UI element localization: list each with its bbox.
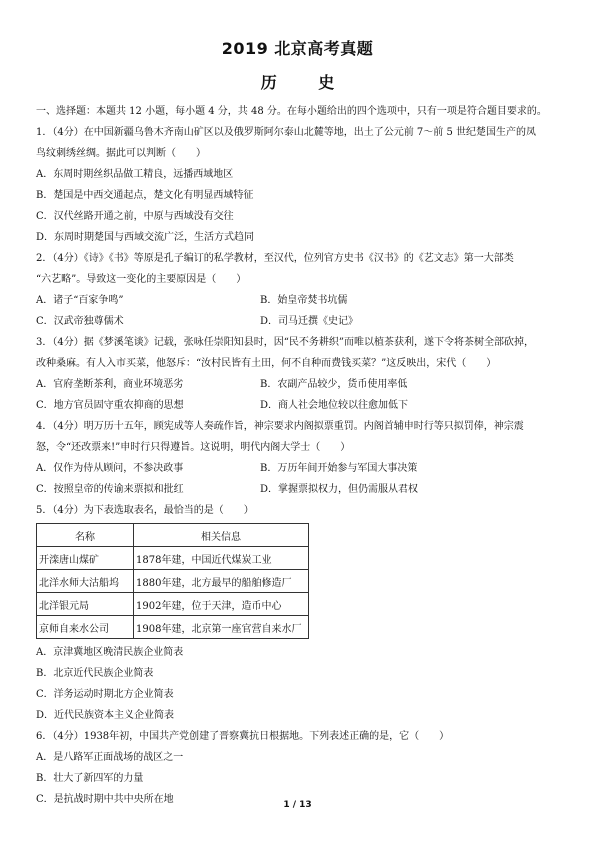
- options-row: [36, 374, 560, 395]
- question-stem-line: “六艺略”。导致这一变化的主要原因是（ ）: [36, 274, 247, 285]
- option-c: C．汉代丝路开通之前，中原与西域没有交往: [36, 211, 234, 222]
- options-row: [36, 395, 560, 416]
- options-row: [36, 290, 560, 311]
- table-cell: 1880年建，北方最早的船舶修造厂: [134, 570, 309, 593]
- question-3: [36, 332, 560, 416]
- column-header: 相关信息: [134, 524, 309, 547]
- table-cell: 1878年建，中国近代煤炭工业: [134, 547, 309, 570]
- option-b: B．北京近代民族企业简表: [36, 668, 154, 679]
- option-d: D．近代民族资本主义企业简表: [36, 710, 175, 721]
- option-c: C．是抗战时期中共中央所在地: [36, 794, 174, 805]
- question-stem-line: 3．（4分）据《梦溪笔谈》记载，张咏任崇阳知县时，因“民不务耕织”而唯以植茶获利，遂下令将茶树全部砍掉，: [36, 337, 534, 348]
- option-a: A．官府垄断茶利，商业环境恶劣: [36, 379, 184, 390]
- table-row: [37, 547, 309, 570]
- table-cell: 北洋水师大沽船坞: [37, 570, 134, 593]
- table-row: [37, 570, 309, 593]
- table-header-row: [37, 524, 309, 547]
- options-row: [36, 311, 560, 332]
- table-cell: 1902年建，位于天津，造币中心: [134, 593, 309, 616]
- option-b: B．始皇帝焚书坑儒: [260, 295, 348, 306]
- table-row: [37, 616, 309, 639]
- option-c: C．按照皇帝的传谕来票拟和批红: [36, 484, 184, 495]
- option-c: C．地方官员固守重农抑商的思想: [36, 400, 184, 411]
- option-b: B．楚国是中西交通起点，楚文化有明显西域特征: [36, 190, 254, 201]
- option-c: C．汉武帝独尊儒术: [36, 316, 124, 327]
- column-header: 名称: [37, 524, 134, 547]
- question-1: [36, 122, 560, 248]
- options-row: [36, 479, 560, 500]
- option-c: C．洋务运动时期北方企业简表: [36, 689, 174, 700]
- exam-content: [36, 101, 560, 810]
- question-stem-line: 改种桑麻。有人入市买菜，他怒斥：“汝村民皆有土田，何不自种而费钱买菜？”这反映出，宋代（ ）: [36, 358, 497, 369]
- option-b: B．万历年间开始参与军国大事决策: [260, 463, 418, 474]
- option-d: D．商人社会地位较以往愈加低下: [260, 400, 409, 411]
- question-stem-line: 怒，令“还改票来!”申时行只得遵旨。这说明，明代内阁大学士（ ）: [36, 442, 351, 453]
- question-stem-line: 鸟纹刺绣丝绸。据此可以判断（ ）: [36, 148, 206, 159]
- question-2: [36, 248, 560, 332]
- table-row: [37, 593, 309, 616]
- page-number: 1 / 13: [283, 800, 312, 810]
- question-6: [36, 726, 560, 810]
- option-d: D．掌握票拟权力，但仍需服从君权: [260, 484, 419, 495]
- question-stem-line: 4．（4分）明万历十五年，顾宪成等人奏疏作旨，神宗要求内阁拟票重罚。内阁首辅申时行等只拟罚俸，神宗震: [36, 421, 524, 432]
- option-a: A．仅作为侍从顾问，不参决政事: [36, 463, 184, 474]
- option-d: D．司马迁撰《史记》: [260, 316, 359, 327]
- option-b: B．农副产品较少，货币使用率低: [260, 379, 408, 390]
- table-cell: 1908年建，北京第一座官营自来水厂: [134, 616, 309, 639]
- table-cell: 京师自来水公司: [37, 616, 134, 639]
- question-4: [36, 416, 560, 500]
- option-a: A．诸子“百家争鸣”: [36, 295, 124, 306]
- option-a: A．东周时期丝织品做工精良，远播西域地区: [36, 169, 234, 180]
- table-cell: 北洋银元局: [37, 593, 134, 616]
- subject-heading: 历 史: [260, 73, 353, 92]
- question-stem-line: 2．（4分）《诗》《书》等原是孔子编订的私学教材，至汉代，位列官方史书《汉书》的《艺文志》第一大部类: [36, 253, 514, 264]
- options-row: [36, 458, 560, 479]
- option-d: D．东周时期楚国与西域交流广泛，生活方式趋同: [36, 232, 255, 243]
- question-stem-line: 6．（4分）1938年初，中国共产党创建了晋察冀抗日根据地。下列表述正确的是，它（ ）: [36, 731, 450, 742]
- option-b: B．壮大了新四军的力量: [36, 773, 144, 784]
- option-a: A．京津冀地区晚清民族企业简表: [36, 647, 184, 658]
- section-instructions: 一、选择题：本题共 12 小题，每小题 4 分，共 48 分。在每小题给出的四个选项中，只有一项是符合题目要求的。: [36, 106, 547, 117]
- table-cell: 开滦唐山煤矿: [37, 547, 134, 570]
- question-5: [36, 500, 560, 726]
- question-stem-line: 1．（4分）在中国新疆乌鲁木齐南山矿区以及俄罗斯阿尔泰山北麓等地，出土了公元前 7～前 5 世纪楚国生产的凤: [36, 127, 536, 138]
- option-a: A．是八路军正面战场的战区之一: [36, 752, 184, 763]
- question-stem-line: 5．（4分）为下表选取表名，最恰当的是（ ）: [36, 505, 254, 516]
- page-title: 2019 北京高考真题: [221, 39, 374, 58]
- info-table: [36, 523, 309, 639]
